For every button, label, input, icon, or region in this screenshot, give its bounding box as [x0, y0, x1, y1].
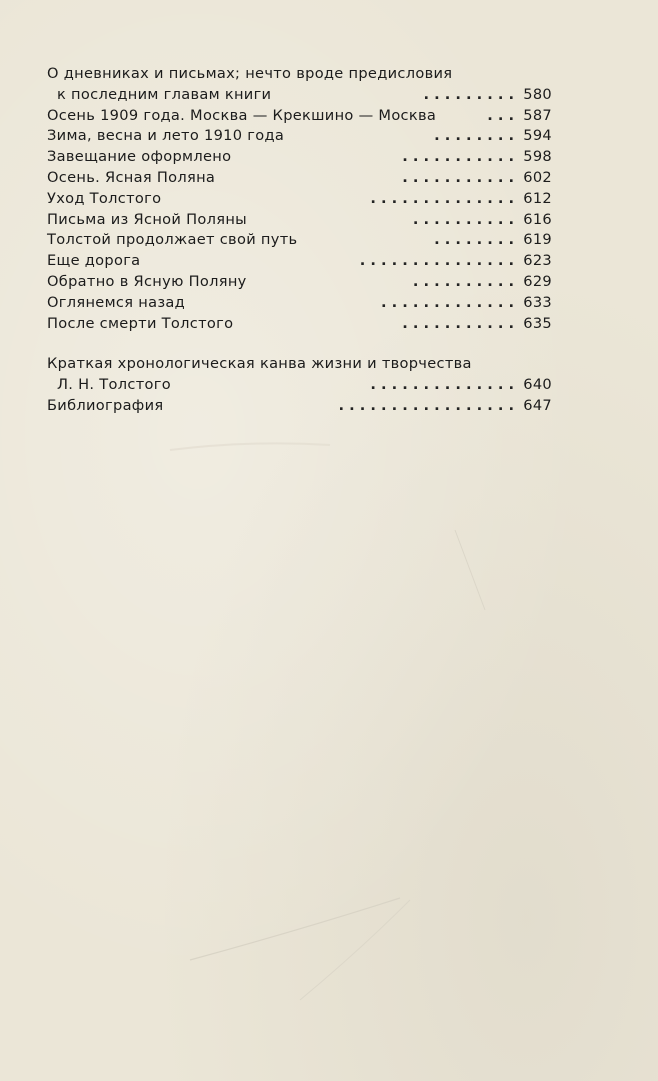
toc-page-number: 580 [523, 85, 552, 103]
toc-leader-dots: . . . . . . . . [434, 231, 514, 249]
toc-page-number: 594 [523, 127, 552, 145]
toc-entry-title: Осень. Ясная Поляна [47, 168, 216, 186]
toc-leader-dots: . . . . . . . . . . . [402, 168, 514, 186]
toc-entry [47, 375, 552, 396]
toc-entry [47, 396, 552, 417]
toc-page-number: 623 [523, 252, 552, 270]
toc-entry-title: Краткая хронологическая канва жизни и творчества [47, 355, 472, 373]
table-of-contents [47, 64, 552, 417]
toc-entry [47, 85, 552, 106]
toc-leader-dots: . . . . . . . . . . . . . . . . . [338, 396, 514, 414]
toc-leader-dots: . . . . . . . . . [423, 85, 514, 103]
toc-entry-title: Оглянемся назад [47, 293, 186, 311]
toc-entry [47, 106, 552, 127]
toc-leader-dots: . . . . . . . . . . . . . [380, 293, 514, 311]
toc-page-number: 629 [523, 272, 552, 290]
toc-entry-title: к последним главам книги [57, 85, 272, 103]
toc-leader-dots: . . . . . . . . . . . . . . [370, 376, 514, 394]
toc-entry [47, 354, 552, 375]
toc-page-number: 598 [523, 148, 552, 166]
paper-scratch [170, 443, 330, 450]
toc-page-number: 640 [523, 376, 552, 394]
toc-leader-dots: . . . . . . . . . . [412, 272, 514, 290]
toc-entry [47, 147, 552, 168]
paper-scratch [300, 900, 410, 1000]
toc-entry-title: Л. Н. Толстого [57, 376, 171, 394]
toc-entry [47, 64, 552, 85]
paper-scratch [190, 898, 400, 960]
toc-entry-title: Библиография [47, 396, 164, 414]
toc-entry-title: После смерти Толстого [47, 314, 234, 332]
toc-entry-title: Завещание оформлено [47, 148, 232, 166]
toc-entry [47, 314, 552, 335]
toc-entry-title: Письма из Ясной Поляны [47, 210, 247, 228]
toc-entry-title: О дневниках и письмах; нечто вроде предисловия [47, 65, 453, 82]
toc-leader-dots: . . . [487, 106, 514, 124]
toc-page-number: 619 [523, 231, 552, 249]
toc-leader-dots: . . . . . . . . . . [412, 210, 514, 228]
toc-leader-dots: . . . . . . . . . . . [402, 314, 514, 332]
toc-page-number: 647 [523, 396, 552, 414]
toc-page-number: 612 [523, 189, 552, 207]
toc-leader-dots: . . . . . . . . . . . . . . . [359, 252, 514, 270]
toc-leader-dots: . . . . . . . . [434, 127, 514, 145]
toc-leader-dots: . . . . . . . . . . . . . . [370, 189, 514, 207]
toc-entry [47, 230, 552, 251]
toc-entry [47, 189, 552, 210]
toc-entry [47, 210, 552, 231]
toc-entry [47, 126, 552, 147]
paper-scratch [455, 530, 485, 610]
toc-entry [47, 272, 552, 293]
toc-entry-title: Толстой продолжает свой путь [47, 231, 298, 249]
toc-entry [47, 251, 552, 272]
toc-entry-title: Еще дорога [47, 252, 141, 270]
toc-page-number: 616 [523, 210, 552, 228]
toc-leader-dots: . . . . . . . . . . . [402, 148, 514, 166]
section-gap [47, 334, 552, 354]
toc-page-number: 602 [523, 168, 552, 186]
toc-entry-title: Осень 1909 года. Москва — Крекшино — Москва [47, 106, 437, 124]
toc-entry [47, 168, 552, 189]
toc-page-number: 633 [523, 293, 552, 311]
toc-entry-title: Обратно в Ясную Поляну [47, 272, 247, 290]
toc-page-number: 587 [523, 106, 552, 124]
toc-entry-title: Уход Толстого [47, 189, 162, 207]
toc-entry [47, 293, 552, 314]
toc-entry-title: Зима, весна и лето 1910 года [47, 127, 285, 145]
toc-page-number: 635 [523, 314, 552, 332]
